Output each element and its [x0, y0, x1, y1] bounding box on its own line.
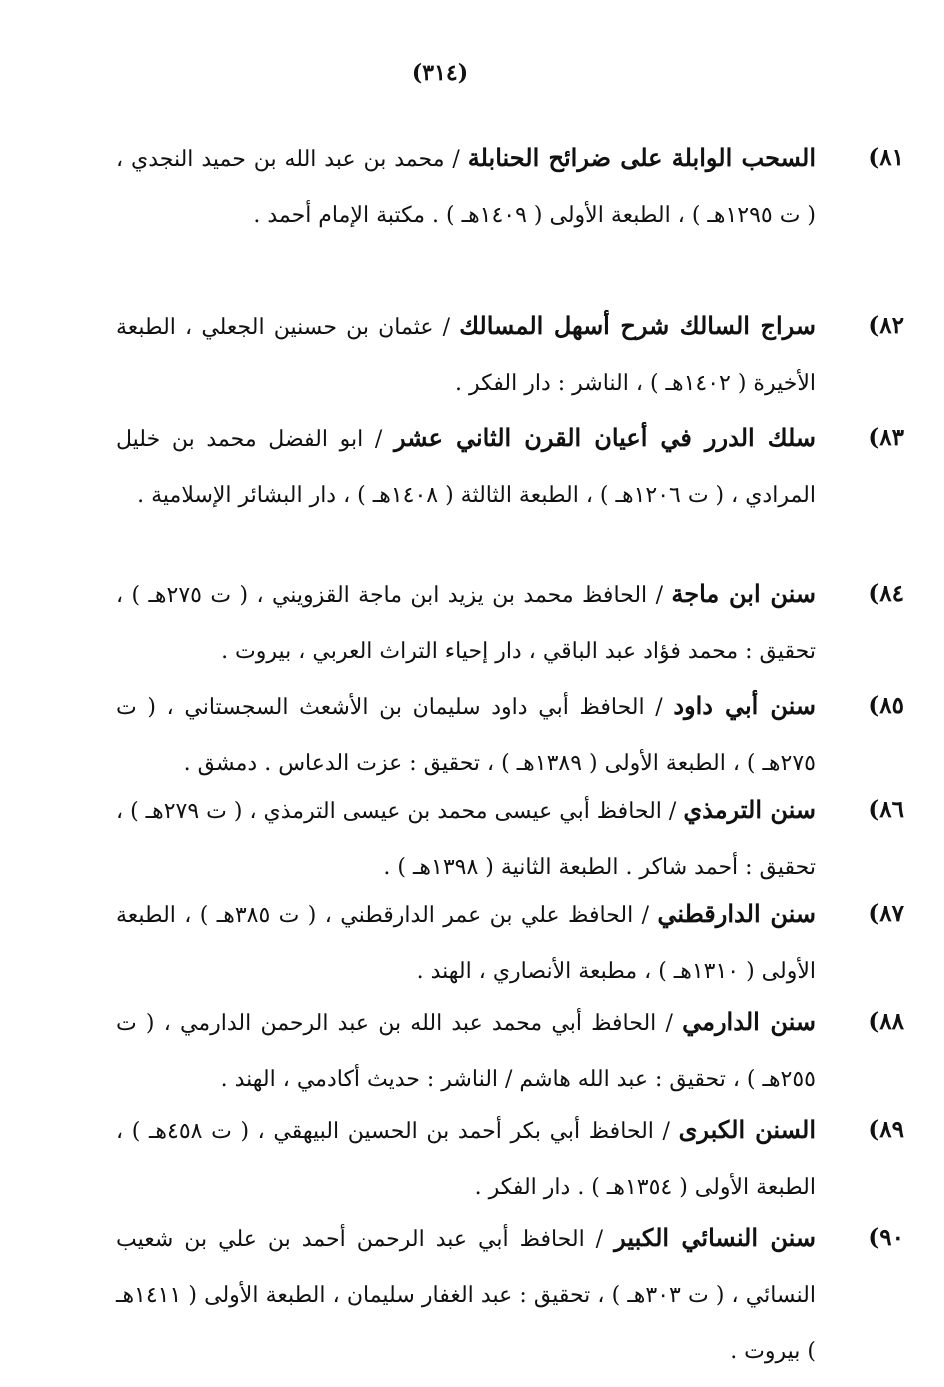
- bibliography-entry: [116, 886, 904, 1000]
- entry-details: / الحافظ أبي داود سليمان بن الأشعث السجستاني ، ( ت ٢٧٥هـ ) ، الطبعة الأولى ( ١٣٨٩هـ ) ، تحقيق : عزت الدعاس . دمشق .: [116, 695, 816, 776]
- entry-details: / الحافظ علي بن عمر الدارقطني ، ( ت ٣٨٥هـ ) ، الطبعة الأولى ( ١٣١٠هـ ) ، مطبعة الأنصاري ، الهند .: [116, 903, 816, 984]
- bibliography-entry: [116, 782, 904, 896]
- entry-number: ٨٣): [868, 424, 904, 451]
- entry-title: السحب الوابلة على ضرائح الحنابلة: [467, 143, 816, 172]
- entry-details: / الحافظ محمد بن يزيد ابن ماجة القزويني ، ( ت ٢٧٥هـ ) ، تحقيق : محمد فؤاد عبد الباقي ، دار إحياء التراث العربي ، بيروت .: [116, 583, 816, 664]
- entry-details: / الحافظ أبي محمد عبد الله بن عبد الرحمن الدارمي ، ( ت ٢٥٥هـ ) ، تحقيق : عبد الله هاشم / الناشر : حديث أكادمي ، الهند .: [116, 1011, 816, 1092]
- entry-details: / ابو الفضل محمد بن خليل المرادي ، ( ت ١٢٠٦هـ ) ، الطبعة الثالثة ( ١٤٠٨هـ ) ، دار البشائر الإسلامية .: [116, 427, 816, 508]
- bibliography-entry: [116, 566, 904, 680]
- entry-title: سنن الدارقطني: [657, 899, 816, 928]
- page-number: (٣١٤): [411, 60, 469, 86]
- entry-details: / الحافظ أبي عيسى محمد بن عيسى الترمذي ، ( ت ٢٧٩هـ ) ، تحقيق : أحمد شاكر . الطبعة الثانية ( ١٣٩٨هـ ) .: [116, 799, 816, 880]
- entry-title: سنن الدارمي: [682, 1007, 816, 1036]
- bibliography-entry: [116, 678, 904, 792]
- entry-details: / الحافظ أبي بكر أحمد بن الحسين البيهقي ، ( ت ٤٥٨هـ ) ، الطبعة الأولى ( ١٣٥٤هـ ) . دار الفكر .: [116, 1119, 816, 1200]
- bibliography-entry: [116, 298, 904, 412]
- entry-details: / عثمان بن حسنين الجعلي ، الطبعة الأخيرة ( ١٤٠٢هـ ) ، الناشر : دار الفكر .: [116, 315, 816, 396]
- entry-title: سنن النسائي الكبير: [614, 1223, 817, 1252]
- bibliography-entry: [116, 130, 904, 244]
- entry-number: ٨٩): [868, 1116, 904, 1143]
- entry-number: ٨٥): [868, 692, 904, 719]
- entry-number: ٨٦): [868, 796, 904, 823]
- bibliography-entry: [116, 410, 904, 524]
- bibliography-entry: [116, 1210, 904, 1380]
- entry-number: ٨١): [868, 144, 904, 171]
- entry-title: سنن ابن ماجة: [671, 579, 816, 608]
- bibliography-entry: [116, 994, 904, 1108]
- entry-number: ٨٤): [868, 580, 904, 607]
- entry-number: ٩٠): [868, 1224, 904, 1251]
- entry-number: ٨٧): [868, 900, 904, 927]
- entry-title: سراج السالك شرح أسهل المسالك: [459, 311, 816, 340]
- entry-number: ٨٨): [868, 1008, 904, 1035]
- entry-details: / محمد بن عبد الله بن حميد النجدي ، ( ت ١٢٩٥هـ ) ، الطبعة الأولى ( ١٤٠٩هـ ) . مكتبة الإمام أحمد .: [116, 147, 816, 228]
- bibliography-entry: [116, 1102, 904, 1216]
- entry-title: سنن الترمذي: [683, 795, 816, 824]
- entry-title: سنن أبي داود: [673, 691, 816, 720]
- entry-title: السنن الكبرى: [678, 1115, 817, 1144]
- entry-details: / الحافظ أبي عبد الرحمن أحمد بن علي بن شعيب النسائي ، ( ت ٣٠٣هـ ) ، تحقيق : عبد الغفار سليمان ، الطبعة الأولى ( ١٤١١هـ ) بيروت .: [116, 1227, 816, 1364]
- entry-title: سلك الدرر في أعيان القرن الثاني عشر: [393, 423, 816, 452]
- entry-number: ٨٢): [868, 312, 904, 339]
